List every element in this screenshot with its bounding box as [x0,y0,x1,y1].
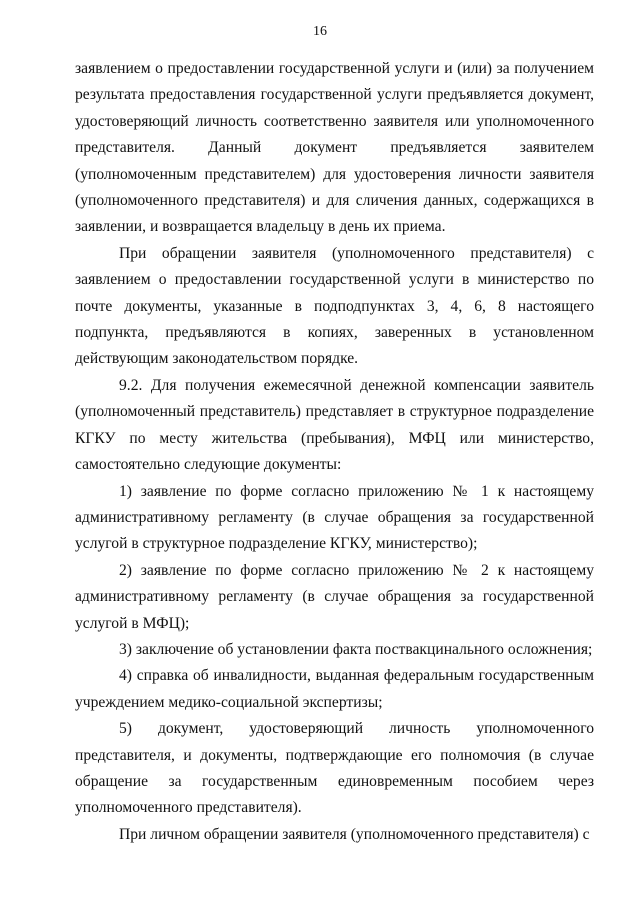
paragraph-9-2: 9.2. Для получения ежемесячной денежной компенсации заявитель (уполномоченный представитель) представляет в структурное подразделение КГКУ по месту жительства (пребывания), МФЦ или министерство, самостоятельно следующие документы: [75,376,594,474]
page-number: 16 [313,24,327,39]
list-item-1: 1) заявление по форме согласно приложению № 1 к настоящему административному регламенту (в случае обращения за государственной услугой в структурное подразделение КГКУ, министерство); [75,482,594,553]
document-body [75,56,594,848]
list-item-4: 4) справка об инвалидности, выданная федеральным государственным учреждением медико-социальной экспертизы; [75,667,594,711]
list-item-2: 2) заявление по форме согласно приложению № 2 к настоящему административному регламенту (в случае обращения за государственной услугой в МФЦ); [75,561,594,632]
list-item-5: 5) документ, удостоверяющий личность уполномоченного представителя, и документы, подтверждающие его полномочия (в случае обращение за государственным единовременным пособием через уполномоченного представителя). [75,720,594,817]
list-item-3: 3) заключение об установлении факта поствакцинального осложнения; [119,640,593,658]
paragraph-postal-submission: При обращении заявителя (уполномоченного представителя) с заявлением о предоставлении государственной услуги в министерство по почте документы, указанные в подподпунктах 3, 4, 6, 8 настоящего подпункта, предъявляются в копиях, заверенных в установленном действующим законодательством порядке. [75,244,594,368]
paragraph-personal-visit: При личном обращении заявителя (уполномоченного представителя) с [119,825,590,843]
paragraph-continuation: заявлением о предоставлении государственной услуги и (или) за получением результата предоставления государственной услуги предъявляется документ, удостоверяющий личность соответственно заявителя или уполномоченного представителя. Данный документ предъявляется заявителем (уполномоченным представителем) для удостоверения личности заявителя (уполномоченного представителя) и для сличения данных, содержащихся в заявлении, и возвращается владельцу в день их приема. [75,60,594,236]
